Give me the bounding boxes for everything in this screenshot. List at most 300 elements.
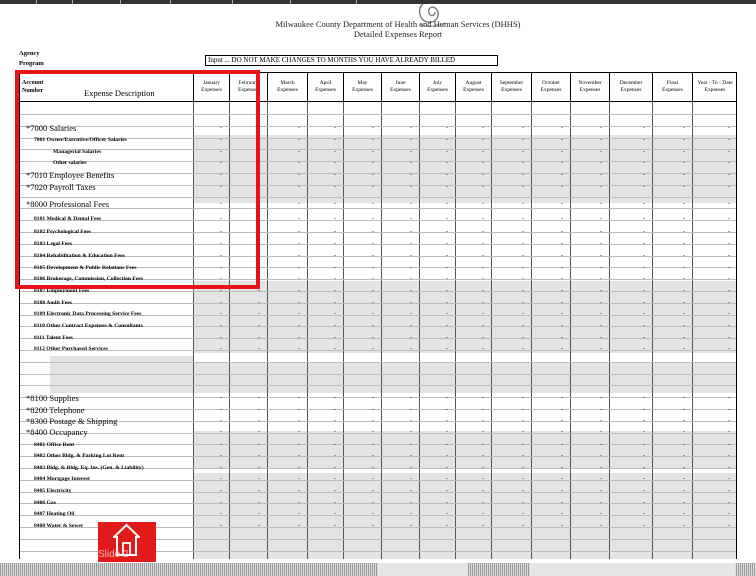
expense-cell[interactable]: - (482, 346, 484, 352)
expense-cell[interactable]: - (220, 265, 222, 271)
expense-cell[interactable]: - (334, 201, 336, 207)
expense-cell[interactable]: - (683, 488, 685, 494)
expense-cell[interactable]: - (446, 335, 448, 341)
expense-cell[interactable]: - (334, 137, 336, 143)
expense-cell[interactable]: - (561, 149, 563, 155)
expense-cell[interactable]: - (298, 265, 300, 271)
expense-cell[interactable]: - (643, 216, 645, 222)
expense-cell[interactable]: - (334, 465, 336, 471)
expense-cell[interactable]: - (561, 229, 563, 235)
expense-cell[interactable]: - (522, 346, 524, 352)
expense-cell[interactable]: - (600, 523, 602, 529)
expense-cell[interactable]: - (258, 418, 260, 424)
expense-cell[interactable]: - (410, 184, 412, 190)
expense-cell[interactable]: - (728, 407, 730, 413)
expense-cell[interactable]: - (561, 323, 563, 329)
expense-cell[interactable]: - (258, 500, 260, 506)
expense-cell[interactable]: - (258, 216, 260, 222)
expense-cell[interactable]: - (372, 184, 374, 190)
expense-cell[interactable]: - (643, 465, 645, 471)
expense-cell[interactable]: - (410, 323, 412, 329)
expense-cell[interactable]: - (334, 216, 336, 222)
expense-cell[interactable]: - (600, 335, 602, 341)
expense-cell[interactable]: - (522, 253, 524, 259)
expense-cell[interactable]: - (410, 201, 412, 207)
expense-cell[interactable]: - (683, 346, 685, 352)
expense-cell[interactable]: - (683, 160, 685, 166)
expense-cell[interactable]: - (522, 453, 524, 459)
expense-cell[interactable]: - (482, 523, 484, 529)
expense-cell[interactable]: - (683, 523, 685, 529)
expense-cell[interactable]: - (482, 172, 484, 178)
expense-cell[interactable]: - (683, 300, 685, 306)
expense-cell[interactable]: - (600, 125, 602, 131)
expense-cell[interactable]: - (728, 253, 730, 259)
expense-cell[interactable]: - (728, 241, 730, 247)
expense-cell[interactable]: - (643, 395, 645, 401)
expense-cell[interactable]: - (561, 395, 563, 401)
expense-cell[interactable]: - (410, 229, 412, 235)
expense-cell[interactable]: - (446, 241, 448, 247)
expense-cell[interactable]: - (258, 253, 260, 259)
expense-cell[interactable]: - (372, 229, 374, 235)
expense-cell[interactable]: - (298, 442, 300, 448)
expense-cell[interactable]: - (410, 137, 412, 143)
expense-cell[interactable]: - (643, 276, 645, 282)
expense-cell[interactable]: - (298, 335, 300, 341)
expense-cell[interactable]: - (683, 429, 685, 435)
expense-cell[interactable]: - (561, 335, 563, 341)
expense-cell[interactable]: - (482, 184, 484, 190)
expense-cell[interactable]: - (446, 276, 448, 282)
expense-cell[interactable]: - (600, 241, 602, 247)
expense-cell[interactable]: - (220, 229, 222, 235)
expense-cell[interactable]: - (334, 476, 336, 482)
expense-cell[interactable]: - (683, 201, 685, 207)
expense-cell[interactable]: - (482, 216, 484, 222)
expense-cell[interactable]: - (728, 265, 730, 271)
expense-cell[interactable]: - (482, 488, 484, 494)
expense-cell[interactable]: - (600, 229, 602, 235)
expense-cell[interactable]: - (372, 288, 374, 294)
expense-cell[interactable]: - (372, 300, 374, 306)
expense-cell[interactable]: - (258, 125, 260, 131)
expense-cell[interactable]: - (334, 346, 336, 352)
expense-cell[interactable]: - (372, 418, 374, 424)
expense-cell[interactable]: - (220, 288, 222, 294)
expense-cell[interactable]: - (446, 346, 448, 352)
expense-cell[interactable]: - (258, 407, 260, 413)
expense-cell[interactable]: - (643, 311, 645, 317)
expense-cell[interactable]: - (561, 407, 563, 413)
expense-cell[interactable]: - (683, 265, 685, 271)
expense-cell[interactable]: - (522, 201, 524, 207)
expense-cell[interactable]: - (298, 216, 300, 222)
expense-cell[interactable]: - (643, 137, 645, 143)
expense-cell[interactable]: - (446, 125, 448, 131)
expense-cell[interactable]: - (643, 125, 645, 131)
expense-cell[interactable]: - (728, 500, 730, 506)
expense-cell[interactable]: - (298, 395, 300, 401)
expense-cell[interactable]: - (410, 253, 412, 259)
expense-cell[interactable]: - (683, 184, 685, 190)
expense-cell[interactable]: - (643, 172, 645, 178)
expense-cell[interactable]: - (298, 160, 300, 166)
expense-cell[interactable]: - (298, 311, 300, 317)
expense-cell[interactable]: - (372, 241, 374, 247)
expense-cell[interactable]: - (728, 476, 730, 482)
expense-cell[interactable]: - (334, 288, 336, 294)
expense-cell[interactable]: - (220, 476, 222, 482)
expense-cell[interactable]: - (298, 241, 300, 247)
expense-cell[interactable]: - (482, 311, 484, 317)
expense-cell[interactable]: - (410, 346, 412, 352)
expense-cell[interactable]: - (728, 335, 730, 341)
expense-cell[interactable]: - (220, 418, 222, 424)
expense-cell[interactable]: - (522, 149, 524, 155)
expense-cell[interactable]: - (258, 395, 260, 401)
expense-cell[interactable]: - (600, 323, 602, 329)
expense-cell[interactable]: - (334, 395, 336, 401)
expense-cell[interactable]: - (446, 160, 448, 166)
expense-cell[interactable]: - (220, 184, 222, 190)
expense-cell[interactable]: - (522, 395, 524, 401)
expense-cell[interactable]: - (683, 511, 685, 517)
expense-cell[interactable]: - (522, 429, 524, 435)
expense-cell[interactable]: - (410, 300, 412, 306)
expense-cell[interactable]: - (522, 288, 524, 294)
expense-cell[interactable]: - (334, 407, 336, 413)
expense-cell[interactable]: - (220, 335, 222, 341)
expense-cell[interactable]: - (728, 418, 730, 424)
expense-cell[interactable]: - (410, 276, 412, 282)
expense-cell[interactable]: - (482, 476, 484, 482)
expense-cell[interactable]: - (561, 311, 563, 317)
expense-cell[interactable]: - (561, 488, 563, 494)
expense-cell[interactable]: - (643, 184, 645, 190)
expense-cell[interactable]: - (372, 216, 374, 222)
expense-cell[interactable]: - (728, 453, 730, 459)
expense-cell[interactable]: - (372, 149, 374, 155)
expense-cell[interactable]: - (728, 137, 730, 143)
expense-cell[interactable]: - (220, 160, 222, 166)
expense-cell[interactable]: - (683, 500, 685, 506)
expense-cell[interactable]: - (258, 488, 260, 494)
expense-cell[interactable]: - (258, 523, 260, 529)
expense-cell[interactable]: - (410, 172, 412, 178)
expense-cell[interactable]: - (334, 253, 336, 259)
expense-cell[interactable]: - (298, 418, 300, 424)
expense-cell[interactable]: - (298, 253, 300, 259)
expense-cell[interactable]: - (643, 160, 645, 166)
expense-cell[interactable]: - (683, 288, 685, 294)
expense-cell[interactable]: - (334, 311, 336, 317)
expense-cell[interactable]: - (372, 323, 374, 329)
expense-cell[interactable]: - (728, 488, 730, 494)
expense-cell[interactable]: - (728, 465, 730, 471)
expense-cell[interactable]: - (410, 429, 412, 435)
expense-cell[interactable]: - (372, 511, 374, 517)
expense-cell[interactable]: - (561, 346, 563, 352)
expense-cell[interactable]: - (334, 511, 336, 517)
expense-cell[interactable]: - (258, 511, 260, 517)
expense-cell[interactable]: - (683, 311, 685, 317)
expense-cell[interactable]: - (220, 395, 222, 401)
expense-cell[interactable]: - (683, 465, 685, 471)
expense-cell[interactable]: - (258, 229, 260, 235)
expense-cell[interactable]: - (683, 253, 685, 259)
expense-cell[interactable]: - (220, 137, 222, 143)
expense-cell[interactable]: - (643, 300, 645, 306)
expense-cell[interactable]: - (561, 172, 563, 178)
expense-cell[interactable]: - (561, 453, 563, 459)
expense-cell[interactable]: - (482, 511, 484, 517)
expense-cell[interactable]: - (410, 241, 412, 247)
expense-cell[interactable]: - (258, 476, 260, 482)
expense-cell[interactable]: - (643, 453, 645, 459)
expense-cell[interactable]: - (600, 172, 602, 178)
expense-cell[interactable]: - (643, 476, 645, 482)
expense-cell[interactable]: - (334, 335, 336, 341)
expense-cell[interactable]: - (220, 253, 222, 259)
expense-cell[interactable]: - (683, 172, 685, 178)
expense-cell[interactable]: - (561, 201, 563, 207)
expense-cell[interactable]: - (410, 465, 412, 471)
expense-cell[interactable]: - (683, 395, 685, 401)
expense-cell[interactable]: - (643, 442, 645, 448)
expense-cell[interactable]: - (258, 149, 260, 155)
expense-cell[interactable]: - (334, 241, 336, 247)
expense-cell[interactable]: - (522, 276, 524, 282)
expense-cell[interactable]: - (561, 511, 563, 517)
expense-cell[interactable]: - (728, 216, 730, 222)
expense-cell[interactable]: - (334, 500, 336, 506)
expense-cell[interactable]: - (298, 288, 300, 294)
expense-cell[interactable]: - (220, 523, 222, 529)
expense-cell[interactable]: - (600, 346, 602, 352)
expense-cell[interactable]: - (334, 125, 336, 131)
expense-cell[interactable]: - (220, 429, 222, 435)
expense-cell[interactable]: - (446, 453, 448, 459)
expense-cell[interactable]: - (258, 160, 260, 166)
expense-cell[interactable]: - (522, 184, 524, 190)
expense-cell[interactable]: - (298, 229, 300, 235)
expense-cell[interactable]: - (334, 265, 336, 271)
expense-cell[interactable]: - (298, 453, 300, 459)
expense-cell[interactable]: - (410, 418, 412, 424)
expense-cell[interactable]: - (446, 511, 448, 517)
expense-cell[interactable]: - (446, 149, 448, 155)
expense-cell[interactable]: - (410, 476, 412, 482)
expense-cell[interactable]: - (728, 160, 730, 166)
expense-cell[interactable]: - (643, 346, 645, 352)
expense-cell[interactable]: - (643, 335, 645, 341)
expense-cell[interactable]: - (482, 125, 484, 131)
expense-cell[interactable]: - (446, 184, 448, 190)
expense-cell[interactable]: - (482, 453, 484, 459)
expense-cell[interactable]: - (728, 323, 730, 329)
expense-cell[interactable]: - (561, 429, 563, 435)
expense-cell[interactable]: - (561, 476, 563, 482)
expense-cell[interactable]: - (446, 172, 448, 178)
expense-cell[interactable]: - (482, 149, 484, 155)
expense-cell[interactable]: - (683, 335, 685, 341)
expense-cell[interactable]: - (683, 407, 685, 413)
expense-cell[interactable]: - (410, 500, 412, 506)
expense-cell[interactable]: - (258, 335, 260, 341)
expense-cell[interactable]: - (600, 253, 602, 259)
expense-cell[interactable]: - (372, 253, 374, 259)
expense-cell[interactable]: - (728, 184, 730, 190)
expense-cell[interactable]: - (522, 407, 524, 413)
expense-cell[interactable]: - (372, 500, 374, 506)
expense-cell[interactable]: - (522, 300, 524, 306)
expense-cell[interactable]: - (643, 288, 645, 294)
expense-cell[interactable]: - (643, 488, 645, 494)
expense-cell[interactable]: - (410, 407, 412, 413)
expense-cell[interactable]: - (258, 288, 260, 294)
expense-cell[interactable]: - (334, 184, 336, 190)
expense-cell[interactable]: - (446, 265, 448, 271)
expense-cell[interactable]: - (410, 149, 412, 155)
expense-cell[interactable]: - (561, 500, 563, 506)
expense-cell[interactable]: - (334, 172, 336, 178)
expense-cell[interactable]: - (600, 184, 602, 190)
expense-cell[interactable]: - (372, 125, 374, 131)
expense-cell[interactable]: - (728, 276, 730, 282)
expense-cell[interactable]: - (334, 276, 336, 282)
expense-cell[interactable]: - (561, 241, 563, 247)
expense-cell[interactable]: - (372, 442, 374, 448)
expense-cell[interactable]: - (410, 311, 412, 317)
expense-cell[interactable]: - (482, 137, 484, 143)
expense-cell[interactable]: - (446, 395, 448, 401)
expense-cell[interactable]: - (298, 429, 300, 435)
expense-cell[interactable]: - (220, 201, 222, 207)
expense-cell[interactable]: - (410, 335, 412, 341)
expense-cell[interactable]: - (643, 523, 645, 529)
expense-cell[interactable]: - (683, 137, 685, 143)
expense-cell[interactable]: - (446, 442, 448, 448)
expense-cell[interactable]: - (728, 523, 730, 529)
expense-cell[interactable]: - (683, 229, 685, 235)
expense-cell[interactable]: - (643, 407, 645, 413)
expense-cell[interactable]: - (600, 265, 602, 271)
expense-cell[interactable]: - (683, 149, 685, 155)
expense-cell[interactable]: - (561, 442, 563, 448)
expense-cell[interactable]: - (258, 442, 260, 448)
expense-cell[interactable]: - (683, 418, 685, 424)
expense-cell[interactable]: - (522, 241, 524, 247)
expense-cell[interactable]: - (220, 407, 222, 413)
expense-cell[interactable]: - (600, 160, 602, 166)
expense-cell[interactable]: - (258, 453, 260, 459)
expense-cell[interactable]: - (258, 184, 260, 190)
expense-cell[interactable]: - (643, 418, 645, 424)
expense-cell[interactable]: - (220, 125, 222, 131)
expense-cell[interactable]: - (446, 429, 448, 435)
expense-cell[interactable]: - (410, 265, 412, 271)
expense-cell[interactable]: - (258, 346, 260, 352)
expense-cell[interactable]: - (522, 137, 524, 143)
expense-cell[interactable]: - (298, 172, 300, 178)
expense-cell[interactable]: - (643, 323, 645, 329)
expense-cell[interactable]: - (446, 500, 448, 506)
expense-cell[interactable]: - (482, 407, 484, 413)
expense-cell[interactable]: - (728, 346, 730, 352)
expense-cell[interactable]: - (298, 184, 300, 190)
expense-cell[interactable]: - (258, 323, 260, 329)
expense-cell[interactable]: - (561, 184, 563, 190)
expense-cell[interactable]: - (334, 523, 336, 529)
expense-cell[interactable]: - (298, 137, 300, 143)
expense-cell[interactable]: - (561, 300, 563, 306)
expense-cell[interactable]: - (561, 523, 563, 529)
expense-cell[interactable]: - (446, 465, 448, 471)
expense-cell[interactable]: - (446, 523, 448, 529)
expense-cell[interactable]: - (334, 229, 336, 235)
expense-cell[interactable]: - (683, 125, 685, 131)
expense-cell[interactable]: - (446, 253, 448, 259)
expense-cell[interactable]: - (334, 488, 336, 494)
expense-cell[interactable]: - (683, 276, 685, 282)
expense-cell[interactable]: - (482, 465, 484, 471)
expense-cell[interactable]: - (522, 418, 524, 424)
expense-cell[interactable]: - (482, 288, 484, 294)
expense-cell[interactable]: - (334, 418, 336, 424)
expense-cell[interactable]: - (410, 442, 412, 448)
expense-cell[interactable]: - (522, 500, 524, 506)
expense-cell[interactable]: - (482, 160, 484, 166)
expense-cell[interactable]: - (372, 395, 374, 401)
expense-cell[interactable]: - (643, 149, 645, 155)
expense-cell[interactable]: - (728, 442, 730, 448)
expense-cell[interactable]: - (258, 241, 260, 247)
expense-cell[interactable]: - (446, 229, 448, 235)
expense-cell[interactable]: - (482, 395, 484, 401)
expense-cell[interactable]: - (334, 160, 336, 166)
expense-cell[interactable]: - (600, 442, 602, 448)
expense-cell[interactable]: - (522, 216, 524, 222)
expense-cell[interactable]: - (561, 216, 563, 222)
expense-cell[interactable]: - (643, 511, 645, 517)
expense-cell[interactable]: - (683, 442, 685, 448)
expense-cell[interactable]: - (600, 288, 602, 294)
expense-cell[interactable]: - (600, 276, 602, 282)
expense-cell[interactable]: - (446, 288, 448, 294)
expense-cell[interactable]: - (446, 216, 448, 222)
expense-cell[interactable]: - (446, 300, 448, 306)
expense-cell[interactable]: - (220, 465, 222, 471)
expense-cell[interactable]: - (372, 172, 374, 178)
expense-cell[interactable]: - (561, 418, 563, 424)
expense-cell[interactable]: - (728, 300, 730, 306)
expense-cell[interactable]: - (522, 335, 524, 341)
expense-cell[interactable]: - (728, 201, 730, 207)
expense-cell[interactable]: - (334, 453, 336, 459)
expense-cell[interactable]: - (298, 511, 300, 517)
expense-cell[interactable]: - (561, 253, 563, 259)
expense-cell[interactable]: - (600, 137, 602, 143)
expense-cell[interactable]: - (522, 465, 524, 471)
expense-cell[interactable]: - (220, 172, 222, 178)
expense-cell[interactable]: - (728, 229, 730, 235)
expense-cell[interactable]: - (220, 311, 222, 317)
expense-cell[interactable]: - (220, 500, 222, 506)
expense-cell[interactable]: - (298, 476, 300, 482)
expense-cell[interactable]: - (683, 216, 685, 222)
expense-cell[interactable]: - (372, 201, 374, 207)
